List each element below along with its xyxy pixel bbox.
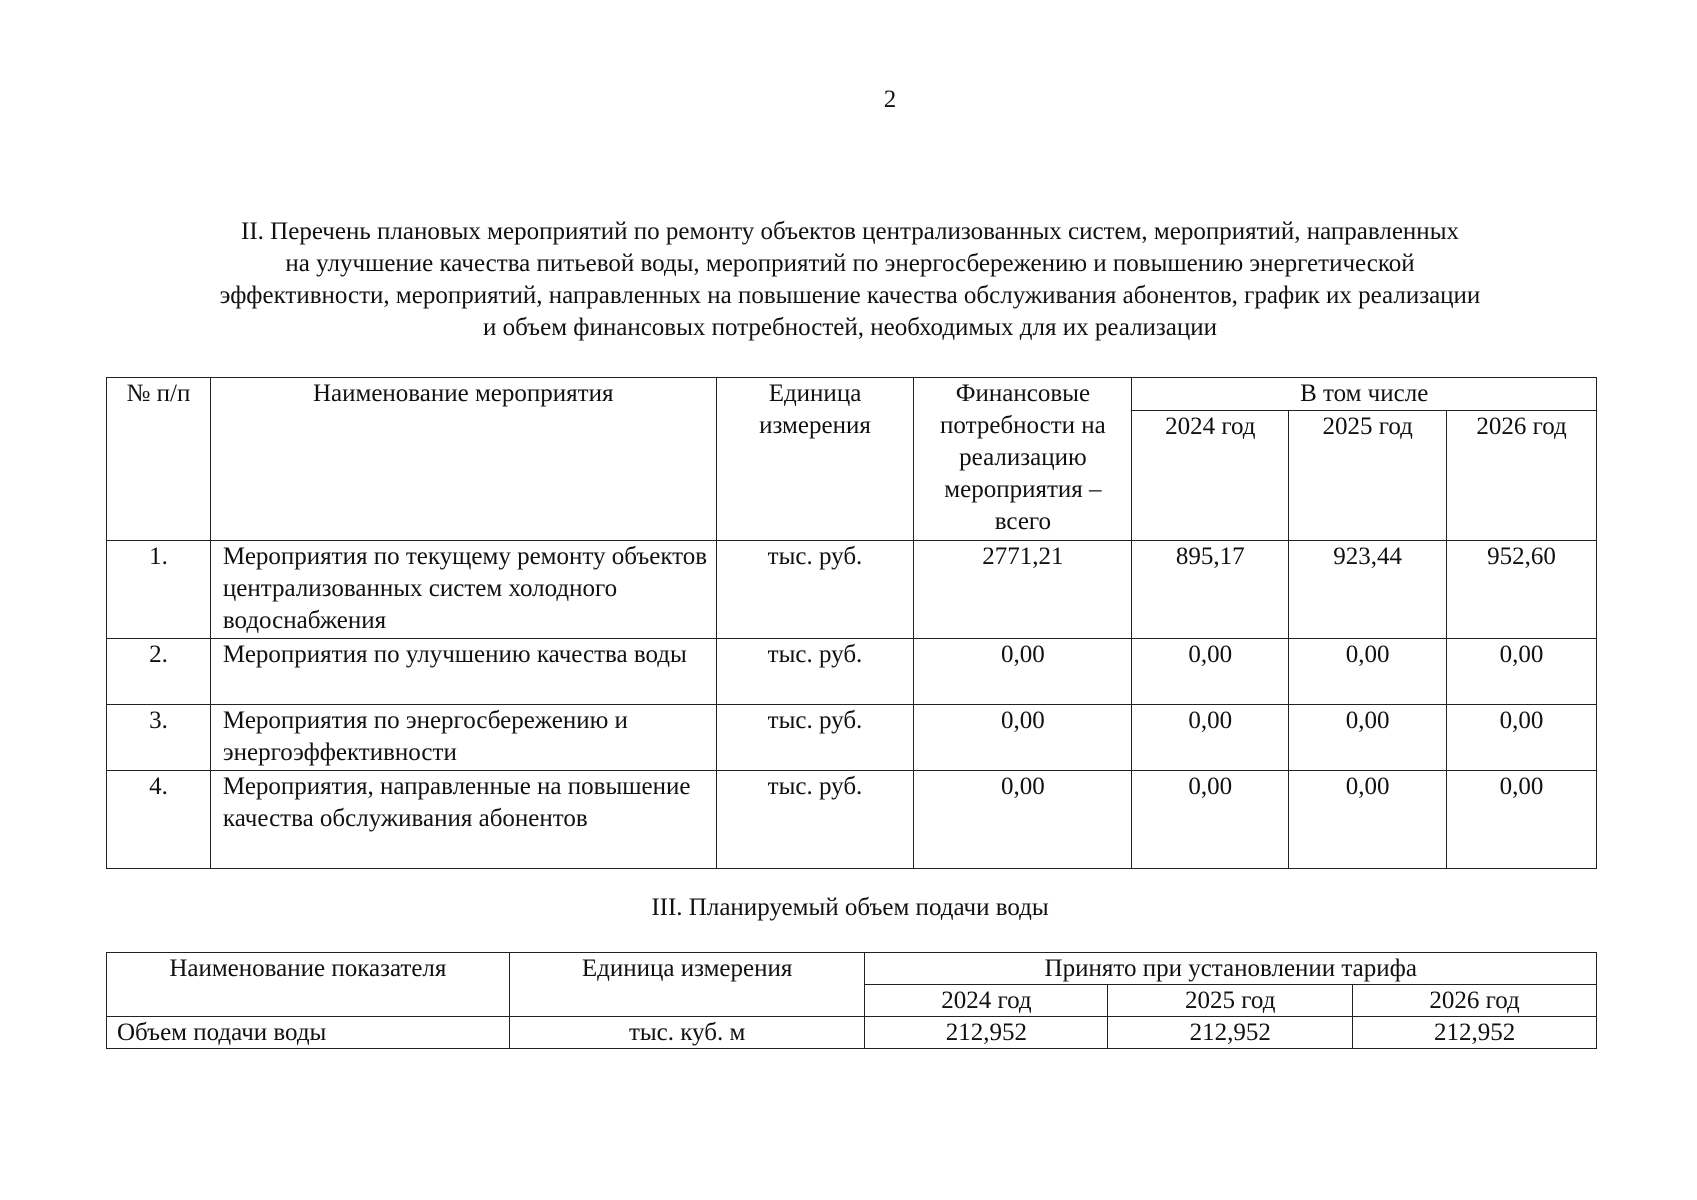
row-total: 0,00: [914, 639, 1132, 705]
header-name: Наименование мероприятия: [210, 378, 716, 541]
section-2-title: [120, 216, 1580, 344]
header-indicator: Наименование показателя: [107, 953, 510, 1017]
header-unit: Единица измерения: [509, 953, 865, 1017]
row-2025: 212,952: [1108, 1017, 1353, 1049]
table-row: [107, 771, 1597, 869]
row-unit: тыс. руб.: [716, 771, 914, 869]
row-name: Мероприятия по энергосбережению и энергоэффективности: [210, 705, 716, 771]
row-total: 2771,21: [914, 541, 1132, 639]
table-row: [107, 541, 1597, 639]
supply-table: [106, 952, 1597, 1049]
page-number: 2: [883, 86, 897, 113]
row-unit: тыс. руб.: [716, 639, 914, 705]
section-2-title-line: и объем финансовых потребностей, необходимых для их реализации: [482, 314, 1218, 341]
row-2026: 212,952: [1353, 1017, 1597, 1049]
table-row: [107, 1017, 1597, 1049]
header-total: Финансовые потребности на реализацию мероприятия – всего: [914, 378, 1132, 541]
row-2026: 0,00: [1447, 639, 1597, 705]
row-name: Мероприятия, направленные на повышение качества обслуживания абонентов: [210, 771, 716, 869]
row-num: 3.: [107, 705, 211, 771]
header-2024: 2024 год: [865, 985, 1108, 1017]
row-num: 1.: [107, 541, 211, 639]
measures-table: [106, 377, 1597, 869]
row-num: 4.: [107, 771, 211, 869]
header-2025: 2025 год: [1289, 411, 1447, 541]
row-2026: 952,60: [1447, 541, 1597, 639]
row-unit: тыс. руб.: [716, 541, 914, 639]
section-2-title-line: на улучшение качества питьевой воды, мероприятий по энергосбережению и повышению энергетической: [285, 250, 1415, 277]
row-2024: 0,00: [1132, 705, 1289, 771]
row-2025: 0,00: [1289, 639, 1447, 705]
row-2025: 923,44: [1289, 541, 1447, 639]
row-num: 2.: [107, 639, 211, 705]
row-2024: 0,00: [1132, 639, 1289, 705]
row-2024: 212,952: [865, 1017, 1108, 1049]
row-2024: 0,00: [1132, 771, 1289, 869]
header-2024: 2024 год: [1132, 411, 1289, 541]
row-indicator: Объем подачи воды: [107, 1017, 510, 1049]
header-num: № п/п: [107, 378, 211, 541]
header-2026: 2026 год: [1353, 985, 1597, 1017]
section-2-title-line: эффективности, мероприятий, направленных на повышение качества обслуживания абонентов, график их реализации: [219, 282, 1481, 309]
row-name: Мероприятия по текущему ремонту объектов централизованных систем холодного водоснабжения: [210, 541, 716, 639]
row-2026: 0,00: [1447, 705, 1597, 771]
row-2024: 895,17: [1132, 541, 1289, 639]
table-row: [107, 639, 1597, 705]
row-unit: тыс. руб.: [716, 705, 914, 771]
section-2-title-line: II. Перечень плановых мероприятий по ремонту объектов централизованных систем, мероприятий, направленных: [241, 218, 1459, 245]
row-total: 0,00: [914, 771, 1132, 869]
header-2026: 2026 год: [1447, 411, 1597, 541]
header-including: В том числе: [1132, 378, 1597, 411]
header-2025: 2025 год: [1108, 985, 1353, 1017]
header-accepted: Принято при установлении тарифа: [865, 953, 1597, 985]
row-2026: 0,00: [1447, 771, 1597, 869]
section-3-title: III. Планируемый объем подачи воды: [651, 894, 1049, 921]
row-2025: 0,00: [1289, 771, 1447, 869]
row-unit: тыс. куб. м: [509, 1017, 865, 1049]
row-name: Мероприятия по улучшению качества воды: [210, 639, 716, 705]
header-unit: Единица измерения: [716, 378, 914, 541]
table-row: [107, 705, 1597, 771]
row-total: 0,00: [914, 705, 1132, 771]
row-2025: 0,00: [1289, 705, 1447, 771]
